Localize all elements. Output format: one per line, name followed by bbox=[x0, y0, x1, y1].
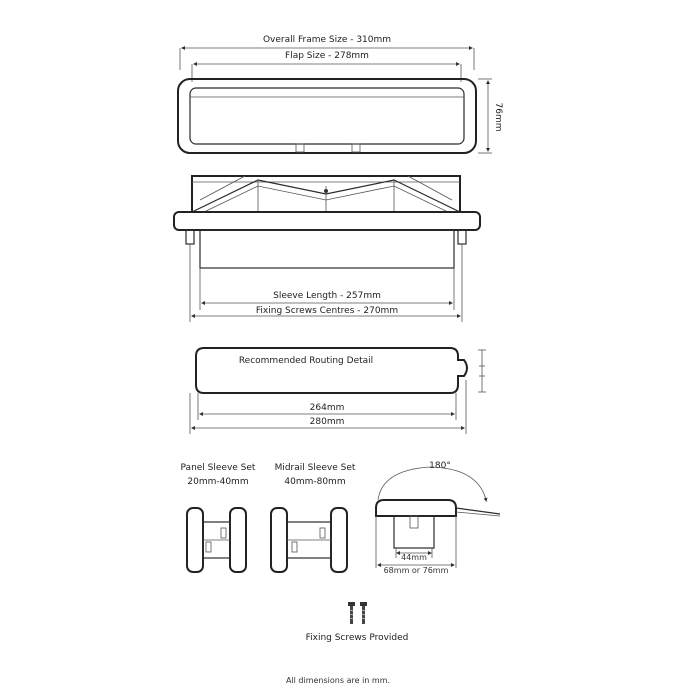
panel-sleeve-title: Panel Sleeve Set bbox=[180, 463, 256, 473]
midrail-sleeve-set bbox=[271, 463, 356, 572]
routing-inner-label: 264mm bbox=[309, 403, 345, 413]
fixing-screws bbox=[306, 602, 409, 643]
swing-arc bbox=[378, 467, 486, 500]
fixing-screw-boss-left bbox=[186, 230, 194, 244]
outer-frame bbox=[178, 79, 476, 153]
routing-outline bbox=[196, 348, 467, 393]
height-label: 76mm bbox=[493, 102, 503, 132]
fixing-screws-label: Fixing Screws Provided bbox=[305, 633, 409, 643]
panel-sleeve-set bbox=[181, 463, 256, 572]
screw-icon bbox=[348, 602, 355, 624]
midrail-plate-right bbox=[331, 508, 347, 572]
footer-note: All dimensions are in mm. bbox=[285, 676, 391, 685]
frame-section bbox=[376, 500, 456, 516]
flap bbox=[190, 88, 464, 144]
midrail-sleeve-range: 40mm-80mm bbox=[284, 477, 346, 487]
sleeve bbox=[200, 230, 454, 268]
plan-view bbox=[174, 176, 480, 322]
routing-title: Recommended Routing Detail bbox=[238, 356, 374, 366]
routing-outer-label: 280mm bbox=[309, 417, 345, 427]
screw-icon bbox=[360, 602, 367, 624]
front-view bbox=[178, 35, 503, 153]
fixing-screw-boss-right bbox=[458, 230, 466, 244]
routing-detail bbox=[190, 348, 486, 434]
panel-plate-right bbox=[230, 508, 246, 572]
panel-sleeve-range: 20mm-40mm bbox=[187, 477, 249, 487]
fixing-centres-label: Fixing Screws Centres - 270mm bbox=[255, 306, 399, 316]
sleeve-section bbox=[394, 516, 434, 548]
overall-frame-label: Overall Frame Size - 310mm bbox=[262, 35, 392, 45]
flap-size-label: Flap Size - 278mm bbox=[285, 51, 369, 61]
sleeve-length-label: Sleeve Length - 257mm bbox=[273, 291, 381, 301]
swing-angle-label: 180° bbox=[429, 461, 451, 471]
flap-swing-section bbox=[376, 461, 500, 575]
swing-outer-label: 68mm or 76mm bbox=[383, 566, 449, 575]
midrail-plate-left bbox=[271, 508, 287, 572]
base-plate bbox=[174, 212, 480, 230]
swing-inner-label: 44mm bbox=[401, 553, 427, 562]
midrail-sleeve-title: Midrail Sleeve Set bbox=[274, 463, 356, 473]
panel-plate-left bbox=[187, 508, 203, 572]
